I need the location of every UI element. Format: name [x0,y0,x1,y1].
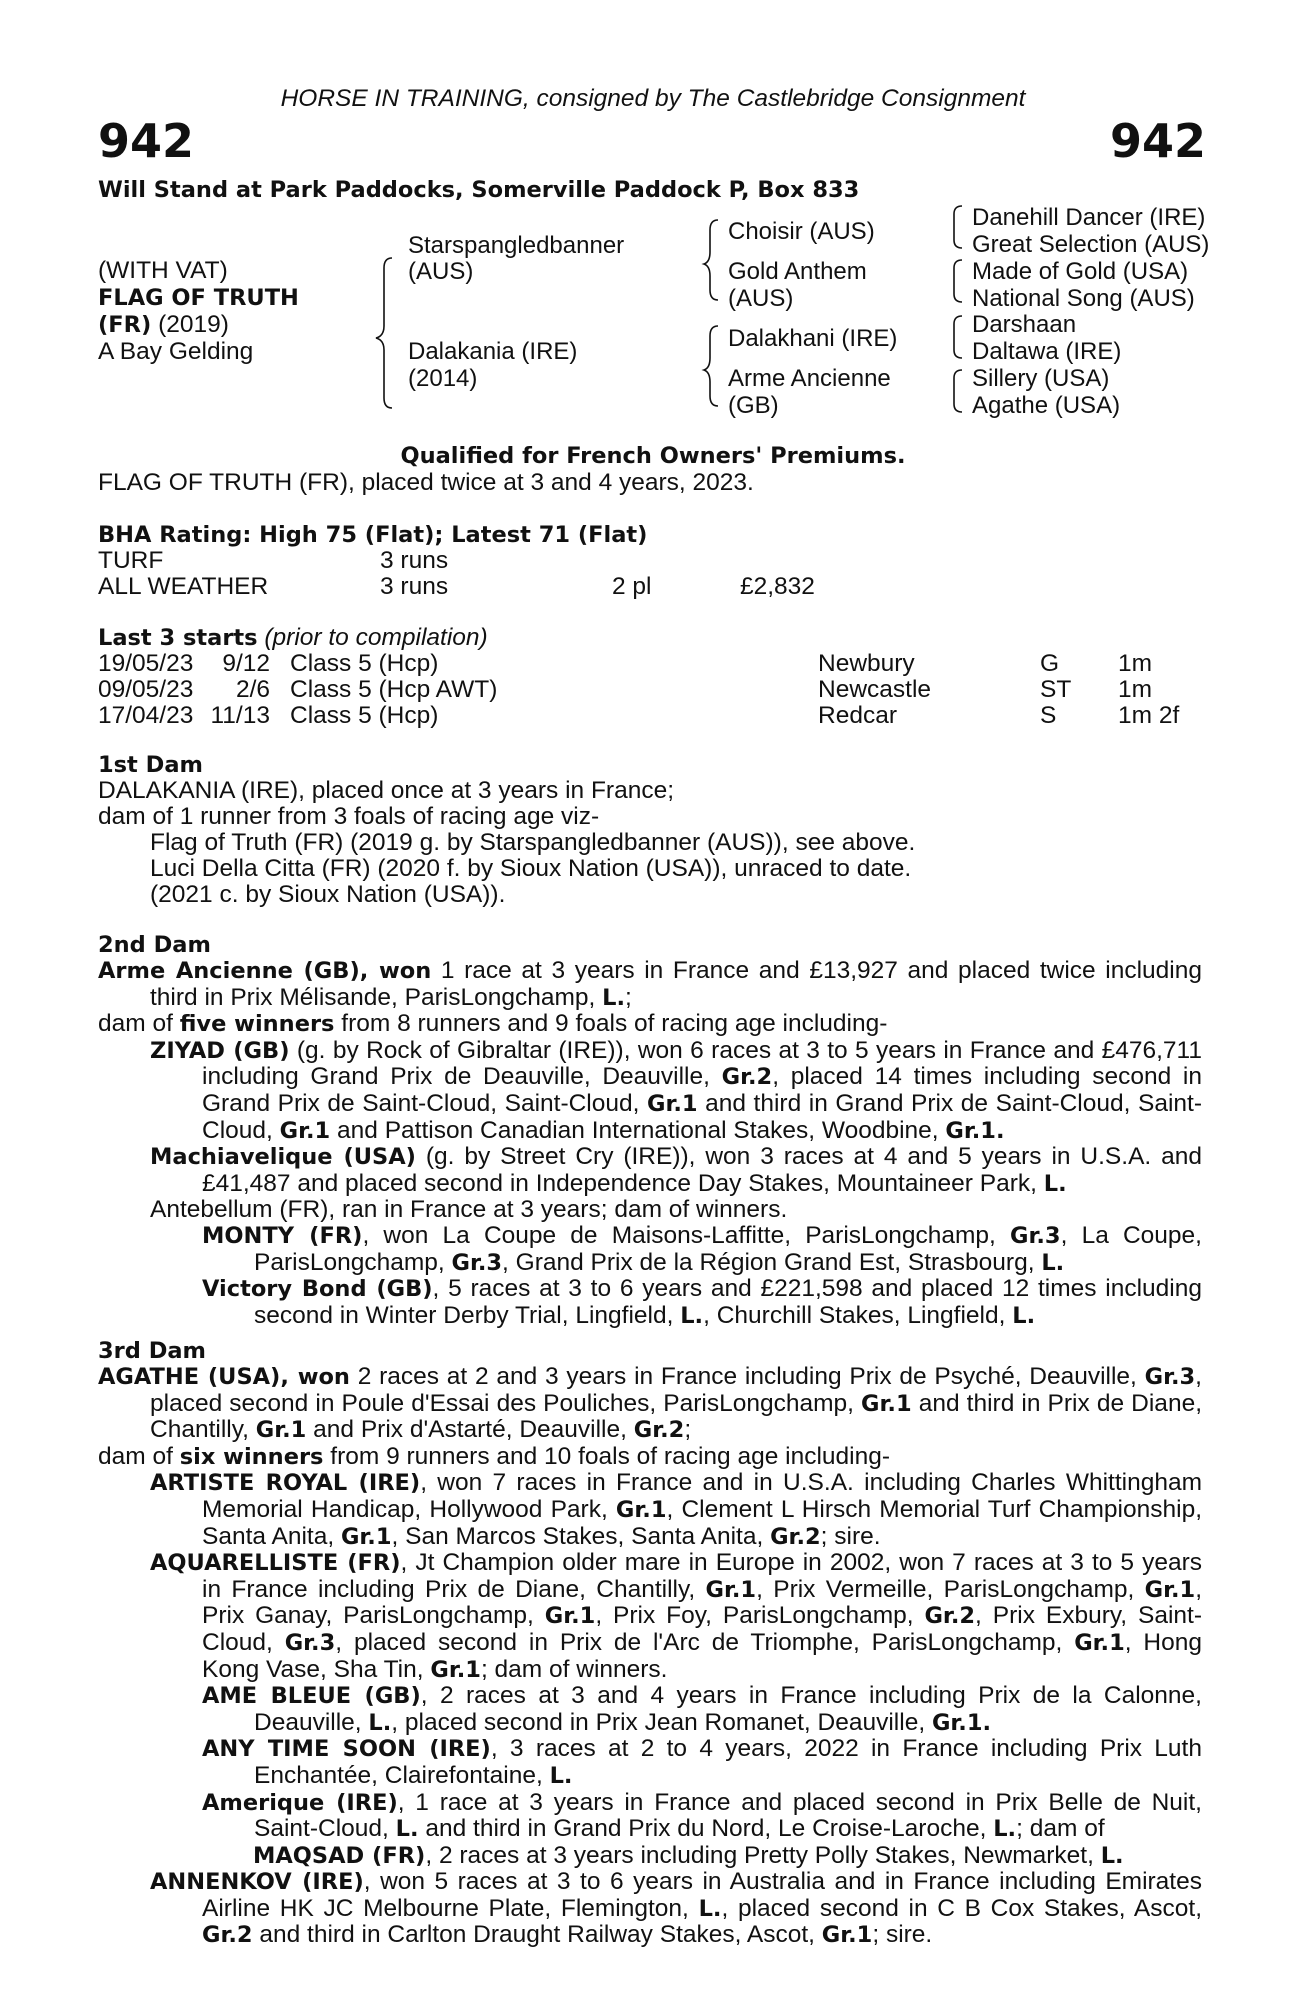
record-text: and Pattison Canadian International Stakes, Woodbine, [330,1116,946,1144]
progeny-name: AQUARELLISTE (FR) [150,1550,401,1577]
record-text: , 1 race at 3 years in France and placed second in Prix Belle de Nuit, Saint-Cloud, [254,1788,1202,1843]
start-going: G [1040,650,1060,677]
sire-dam-country: (AUS) [728,285,794,312]
record-text: and Prix d'Astarté, Deauville, [306,1416,634,1444]
progeny-any-time-soon [202,1736,1202,1789]
progeny-name: AME BLEUE (GB) [202,1683,421,1710]
third-dam-record: AGATHE (USA), won 2 races at 2 and 3 years in France including Prix de Psyché, Deauville, Gr.3, placed second in Poule d'Essai des Pouliches, ParisLongchamp, Gr.1 and third in Prix de Diane, Chantilly, Gr.1 and Prix d'Astarté, Deauville, Gr.2; [98,1363,1202,1444]
grade-label: L. [1041,1249,1065,1276]
lot-number-left: 942 [98,114,195,168]
foal-entry: (2021 c. by Sioux Nation (USA)). [150,881,506,908]
grade-label: Gr.2 [202,1922,253,1949]
record-text: , Prix Ganay, ParisLongchamp, [202,1575,1203,1630]
progeny-name: ZIYAD (GB) [150,1037,290,1064]
grade-period: . [995,1117,1005,1144]
grade-label: Gr.1 [1144,1576,1196,1603]
horse-description: A Bay Gelding [98,338,254,365]
grade-label: Gr.3 [284,1629,336,1656]
rating-aw-runs: 3 runs [380,573,449,600]
grade-label: Gr.1 [255,1417,307,1444]
vat-note: (WITH VAT) [98,257,228,284]
record-text: , placed second in Poule d'Essai des Pouliches, ParisLongchamp, [150,1363,1202,1417]
record-text: ; [625,983,632,1011]
rating-aw-prize: £2,832 [740,573,815,600]
start-course: Newcastle [818,676,932,703]
lot-number-right: 942 [1109,114,1206,168]
record-text: , 5 races at 3 to 6 years and £221,598 and placed 12 times including second in Winter Derby Trial, Lingfield, [254,1275,1202,1329]
dam-dam-country: (GB) [728,392,779,419]
record-text: , placed 14 times including second in Grand Prix de Saint-Cloud, Saint-Cloud, [202,1063,1202,1117]
record-text: and third in Prix de Diane, Chantilly, [150,1389,1202,1444]
grade-label: Gr.1 [861,1390,912,1417]
progeny-monty [202,1223,1202,1276]
record-text: , Prix Foy, ParisLongchamp, [595,1602,925,1630]
record-text: , La Coupe, ParisLongchamp, [254,1221,1202,1276]
progeny-name: ANY TIME SOON (IRE) [202,1736,491,1763]
progeny-annenkov [150,1869,1202,1949]
progeny-name: MONTY (FR) [202,1222,363,1249]
record-text: , Prix Vermeille, ParisLongchamp, [756,1575,1145,1603]
rating-turf-runs: 3 runs [380,547,449,574]
foal-entry: Luci Della Citta (FR) (2020 f. by Sioux Nation (USA)), unraced to date. [150,855,912,882]
start-position: 9/12 [222,650,270,677]
grade-label: Gr.1 [821,1922,873,1949]
start-distance: 1m 2f [1118,702,1180,729]
sire-dam-name: Gold Anthem [728,258,867,285]
record-text: , Hong Kong Vase, Sha Tin, [202,1628,1202,1683]
start-distance: 1m [1118,650,1153,677]
ancestor-ssd: Great Selection (AUS) [972,231,1210,258]
rating-aw-placed: 2 pl [612,573,652,600]
start-course: Redcar [818,702,897,729]
record-text: (g. by Rock of Gibraltar (IRE)), won 6 races at 3 to 5 years in France and £476,711 including Grand Prix de Deauville, Deauville, [202,1036,1202,1091]
dam-dam-name: Arme Ancienne [728,365,891,392]
record-text: 2 races at 2 and 3 years in France including Prix de Psyché, Deauville, [349,1363,1145,1390]
grade-label: L. [993,1816,1017,1843]
grade-label: Gr.1 [430,1656,481,1683]
second-dam-title: 2nd Dam [98,932,211,958]
third-dam-block [98,1364,1202,1949]
winners-count: six winners [179,1443,324,1470]
rating-turf-surface: TURF [98,547,164,574]
start-class: Class 5 (Hcp) [290,650,439,677]
record-text: ; dam of [1016,1815,1105,1843]
ancestor-sdd: National Song (AUS) [972,285,1195,312]
premiums-note: Qualified for French Owners' Premiums. [400,443,906,469]
first-dam-line: DALAKANIA (IRE), placed once at 3 years in France; [98,777,675,804]
third-dam-produce [98,1444,1202,1471]
second-dam-record: Arme Ancienne (GB), won 1 race at 3 years in France and £13,927 and placed twice including third in Prix Mélisande, ParisLongchamp, L.; [98,957,1202,1011]
record-text: , won La Coupe de Maisons-Laffitte, ParisLongchamp, [362,1221,1011,1249]
ancestor-sss: Danehill Dancer (IRE) [972,204,1206,231]
winners-count: five winners [179,1011,335,1038]
grade-label: L. [680,1302,704,1329]
grade-label: Gr.3 [451,1249,503,1276]
grade-label: Gr.2 [770,1523,821,1550]
start-date: 17/04/23 [98,702,194,729]
progeny-name: ARTISTE ROYAL (IRE) [150,1470,421,1497]
second-dam-block [98,958,1202,1329]
record-text: , Jt Champion older mare in Europe in 2002, won 7 races at 3 to 5 years in France including Prix de Diane, Chantilly, [202,1549,1202,1603]
ancestor-ddd: Agathe (USA) [972,392,1121,419]
ancestor-sds: Made of Gold (USA) [972,258,1189,285]
progeny-antebellum: Antebellum (FR), ran in France at 3 years; dam of winners. [150,1196,788,1224]
record-text: , Clement L Hirsch Memorial Turf Championship, Santa Anita, [202,1495,1202,1550]
grade-label: L. [395,1816,419,1843]
grade-label: Gr.1 [544,1603,596,1630]
start-distance: 1m [1118,676,1153,703]
grade-label: Gr.2 [924,1603,976,1630]
last-starts-heading [98,625,488,651]
record-text: , won 5 races at 3 to 6 years in Australia and in France including Emirates Airline HK JC Melbourne Plate, Flemington, [202,1868,1202,1922]
grade-label: L. [549,1762,573,1789]
start-date: 19/05/23 [98,650,194,677]
third-dam-name: AGATHE (USA) [98,1364,281,1390]
progeny-name: Amerique (IRE) [202,1789,398,1816]
progeny-name: Victory Bond (GB) [202,1276,433,1303]
record-text: , 2 races at 3 years including Pretty Polly Stakes, Newmarket, [425,1841,1101,1869]
dam-of-label: dam of [98,1010,180,1038]
grade-label: Gr.1 [1074,1629,1125,1656]
ancestor-dss: Darshaan [972,311,1077,338]
progeny-machiavelique [150,1144,1202,1197]
produce-text: from 9 runners and 10 foals of racing age including- [323,1442,891,1470]
start-going: S [1040,702,1057,729]
record-text: ; sire. [820,1522,881,1550]
second-dam-produce [98,1011,1202,1038]
grade-label: Gr.1 [705,1576,757,1603]
record-text: and third in Grand Prix du Nord, Le Croise-Laroche, [418,1815,994,1843]
progeny-victory-bond [202,1276,1202,1329]
start-date: 09/05/23 [98,676,194,703]
grade-label: L. [368,1709,392,1736]
horse-country: (FR) [98,312,152,338]
dam-name: Dalakania (IRE) [408,338,578,365]
record-text: , placed second in Prix Jean Romanet, Deauville, [391,1708,932,1736]
grade-period: . [982,1709,992,1736]
dam-year: (2014) [408,365,478,392]
progeny-aquarelliste [150,1550,1202,1683]
horse-name: FLAG OF TRUTH [98,285,299,311]
grade-label: L. [602,984,625,1011]
dam-of-label: dam of [98,1442,180,1470]
horse-year: (2019) [158,311,229,338]
start-position: 11/13 [210,702,270,729]
grade-label: Gr.3 [1010,1222,1061,1249]
grade-label: L. [698,1895,722,1922]
grade-label: L. [1012,1302,1036,1329]
record-text: and third in Carlton Draught Railway Stakes, Ascot, [252,1921,822,1949]
grade-label: Gr.1 [945,1117,996,1144]
stand-location: Will Stand at Park Paddocks, Somerville Paddock P, Box 833 [98,177,860,203]
ancestor-dsd: Daltawa (IRE) [972,338,1122,365]
grade-label: L. [1043,1170,1067,1197]
grade-label: Gr.1 [615,1496,667,1523]
record-text: ; dam of winners. [480,1655,668,1683]
record-text: (g. by Street Cry (IRE)), won 3 races at 4 and 5 years in U.S.A. and £41,487 and placed second in Independence Day Stakes, Mountaineer Park, [202,1143,1202,1197]
record-text: and third in Grand Prix de Saint-Cloud, Saint-Cloud, [202,1089,1202,1144]
start-going: ST [1040,676,1072,703]
grade-label: Gr.1 [340,1523,392,1550]
progeny-ame-bleue [202,1683,1202,1736]
grade-label: L. [1100,1842,1124,1869]
record-text: , won 7 races in France and in U.S.A. including Charles Whittingham Memorial Handicap, Hollywood Park, [202,1469,1202,1523]
grade-label: Gr.1 [279,1117,331,1144]
sire-name: Starspangledbanner [408,232,625,259]
progeny-name: Machiavelique (USA) [150,1144,416,1171]
ancestor-dds: Sillery (USA) [972,365,1110,392]
record-text: 1 race at 3 years in France and £13,927 and placed twice including third in Prix Mélisande, ParisLongchamp, [150,957,1202,1011]
start-course: Newbury [818,650,915,677]
grade-label: Gr.1 [646,1090,698,1117]
record-text: , San Marcos Stakes, Santa Anita, [391,1522,771,1550]
second-dam-name: Arme Ancienne (GB) [98,958,360,984]
dam-sire: Dalakhani (IRE) [728,325,898,352]
progeny-name: ANNENKOV (IRE) [150,1869,364,1896]
start-class: Class 5 (Hcp AWT) [290,676,498,703]
race-summary: FLAG OF TRUTH (FR), placed twice at 3 and 4 years, 2023. [98,469,754,496]
progeny-maqsad [253,1843,1202,1870]
consignment-header: HORSE IN TRAINING, consigned by The Castlebridge Consignment [280,85,1026,112]
record-text: , Churchill Stakes, Lingfield, [703,1301,1013,1329]
progeny-amerique [202,1790,1202,1843]
progeny-name: MAQSAD (FR) [253,1842,426,1869]
record-text: , placed second in Prix de l'Arc de Triomphe, ParisLongchamp, [335,1628,1075,1656]
record-text: , 3 races at 2 to 4 years, 2022 in France including Prix Luth Enchantée, Clairefontaine, [254,1735,1202,1789]
produce-text: from 8 runners and 9 foals of racing age including- [334,1010,888,1038]
won-label: won [378,958,432,984]
first-dam-produce: dam of 1 runner from 3 foals of racing age viz- [98,803,600,830]
rating-aw-surface: ALL WEATHER [98,573,269,600]
record-text: , Prix Exbury, Saint-Cloud, [202,1602,1202,1656]
sire-sire: Choisir (AUS) [728,218,875,245]
record-text: , 2 races at 3 and 4 years in France including Prix de la Calonne, Deauville, [254,1682,1202,1736]
start-position: 2/6 [235,676,270,703]
grade-label: Gr.2 [721,1064,773,1091]
grade-label: Gr.3 [1144,1364,1196,1390]
record-text: ; sire. [872,1921,933,1949]
progeny-artiste-royal [150,1470,1202,1550]
record-text: , Grand Prix de la Région Grand Est, Strasbourg, [502,1248,1042,1276]
grade-label: Gr.1 [931,1709,983,1736]
first-dam-title: 1st Dam [98,752,203,778]
last-starts-title: Last 3 starts [98,625,258,651]
won-label: won [297,1364,350,1390]
progeny-ziyad [150,1038,1202,1144]
start-class: Class 5 (Hcp) [290,702,439,729]
bha-rating: BHA Rating: High 75 (Flat); Latest 71 (Flat) [98,522,648,548]
last-starts-note: (prior to compilation) [264,624,488,651]
third-dam-title: 3rd Dam [98,1338,206,1364]
record-text: , placed second in C B Cox Stakes, Ascot, [721,1894,1202,1922]
foal-entry: Flag of Truth (FR) (2019 g. by Starspangledbanner (AUS)), see above. [150,829,916,856]
sire-country: (AUS) [408,258,474,285]
grade-label: Gr.2 [633,1417,685,1444]
